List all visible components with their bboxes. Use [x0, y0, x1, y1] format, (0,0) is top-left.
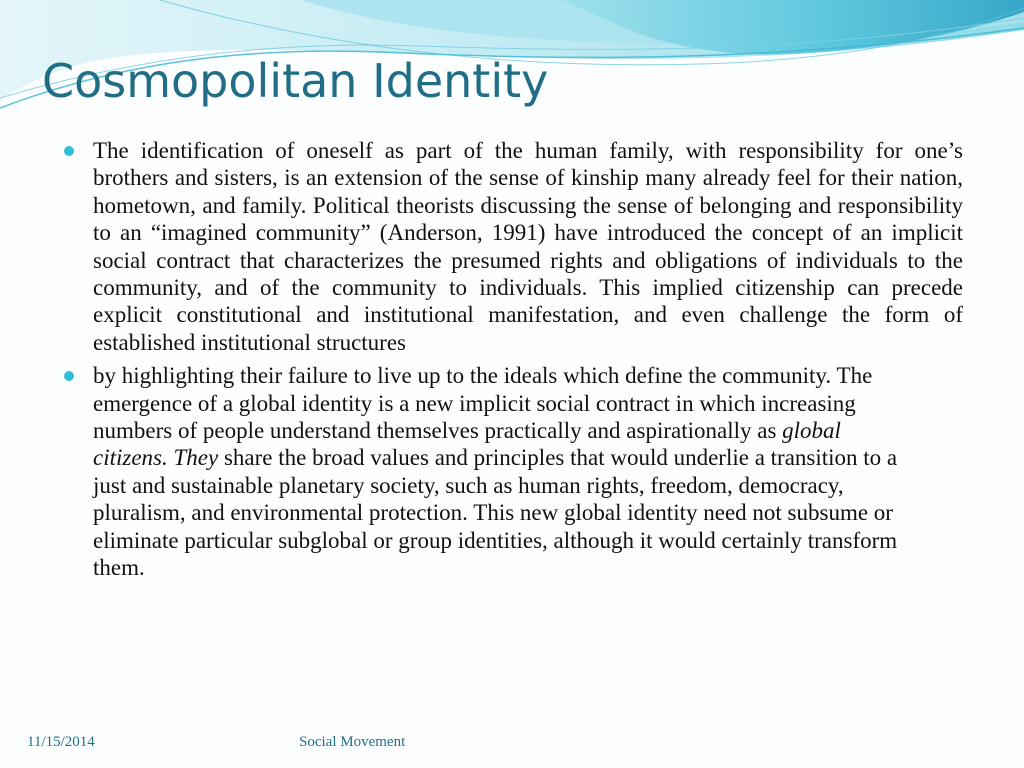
bullet-text [93, 363, 897, 580]
bullet-item [62, 362, 918, 581]
slide-content [62, 137, 963, 582]
bullet-text: The identification of oneself as part of the human family, with responsibility for one’s brothers and sisters, is an extension of the sense of kinship many already feel for their nation, hometown, and family. Political theorists discussing the sense of belonging and responsibility to an “imagined community” (Anderson, 1991) have introduced the concept of an implicit social contract that characterizes the presumed rights and obligations of individuals to the community, and of the community to individuals. This implied citizenship can precede explicit constitutional and institutional manifestation, and even challenge the form of established institutional structures [93, 138, 963, 355]
bullet-text-part: by highlighting their failure to live up to the ideals which define the community. The emergence of a global identity is a new implicit social contract in which increasing numbers of people understand themselves practically and aspirationally as [93, 363, 873, 444]
bullet-text-italic: global citizens. They [93, 418, 841, 471]
bullet-dot-icon [64, 371, 74, 381]
bullet-dot-icon [64, 146, 74, 156]
slide-title: Cosmopolitan Identity [42, 54, 549, 108]
footer-date: 11/15/2014 [27, 734, 95, 750]
bullet-item [62, 137, 963, 356]
footer-center-text: Social Movement [299, 734, 406, 750]
bullet-list [62, 137, 963, 582]
bullet-text-part: share the broad values and principles that would underlie a transition to a just and sustainable planetary society, such as human rights, freedom, democracy, pluralism, and environmental protection. This new global identity need not subsume or eliminate particular subglobal or group identities, although it would certainly transform them. [93, 445, 898, 581]
